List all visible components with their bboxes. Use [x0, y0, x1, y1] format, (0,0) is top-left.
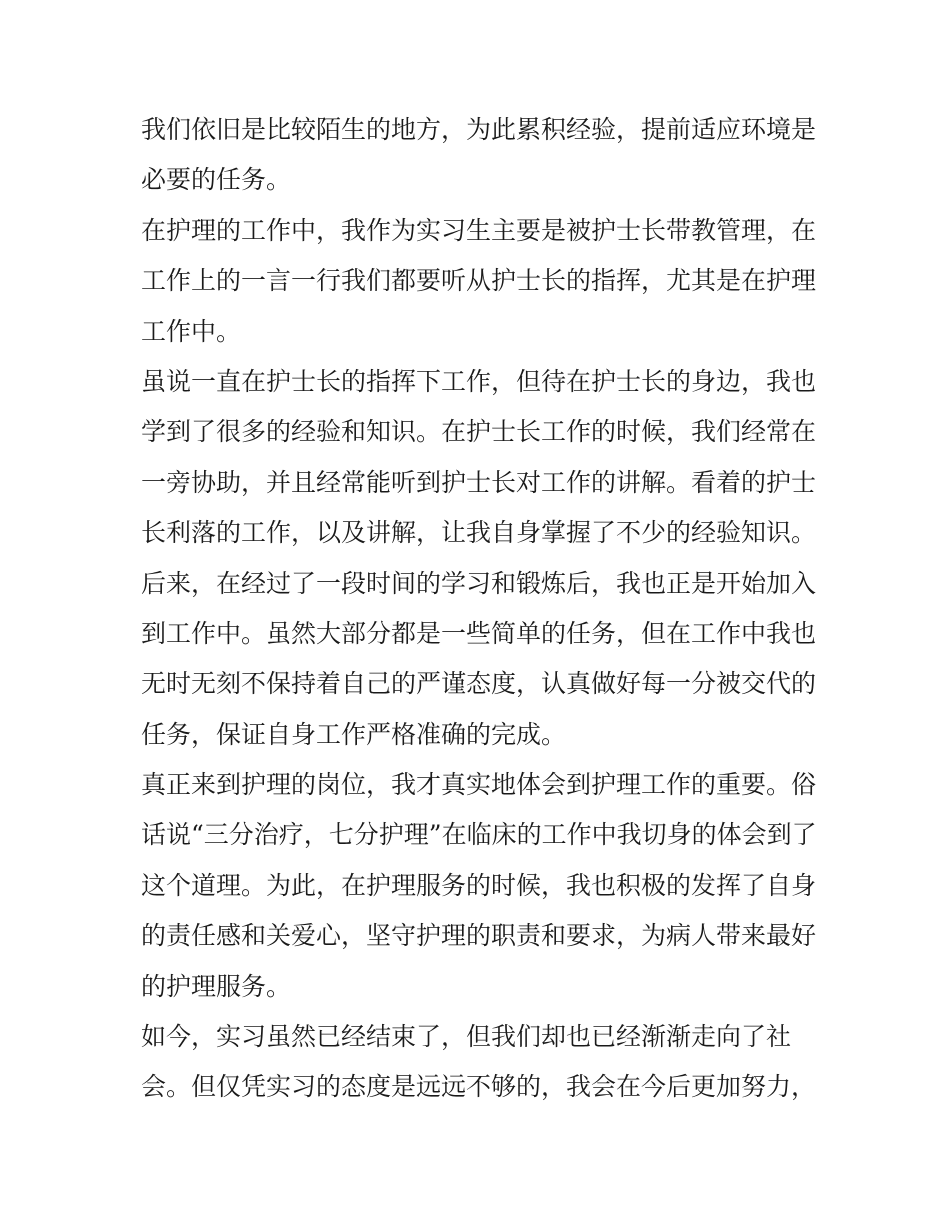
- text-line: 一旁协助，并且经常能听到护士长对工作的讲解。看着的护士: [141, 467, 817, 497]
- paragraph-3: [141, 357, 817, 559]
- text-line: 会。但仅凭实习的态度是远远不够的，我会在今后更加努力，: [141, 1072, 817, 1102]
- text-line: 工作中。: [141, 316, 242, 346]
- text-line: 在护理的工作中，我作为实习生主要是被护士长带教管理，在: [141, 215, 817, 245]
- text-line: 话说“三分治疗，七分护理”在临床的工作中我切身的体会到了: [141, 820, 817, 850]
- text-line: 虽说一直在护士长的指挥下工作，但待在护士长的身边，我也: [141, 366, 817, 396]
- text-line: 任务，保证自身工作严格准确的完成。: [141, 719, 567, 749]
- text-line: 必要的任务。: [141, 165, 292, 195]
- text-line: 如今，实习虽然已经结束了，但我们却也已经渐渐走向了社: [141, 1022, 792, 1052]
- text-line: 无时无刻不保持着自己的严谨态度，认真做好每一分被交代的: [141, 669, 817, 699]
- text-line: 这个道理。为此，在护理服务的时候，我也积极的发挥了自身: [141, 870, 817, 900]
- paragraph-2: [141, 206, 817, 357]
- text-line: 真正来到护理的岗位，我才真实地体会到护理工作的重要。俗: [141, 770, 817, 800]
- text-line: 后来，在经过了一段时间的学习和锻炼后，我也正是开始加入: [141, 568, 817, 598]
- text-line: 的责任感和关爱心，坚守护理的职责和要求，为病人带来最好: [141, 921, 817, 951]
- text-line: 的护理服务。: [141, 971, 292, 1001]
- paragraph-4: [141, 559, 817, 761]
- text-line: 学到了很多的经验和知识。在护士长工作的时候，我们经常在: [141, 417, 817, 447]
- text-line: 我们依旧是比较陌生的地方，为此累积经验，提前适应环境是: [141, 115, 817, 144]
- paragraph-6: [141, 1012, 817, 1113]
- text-line: 到工作中。虽然大部分都是一些简单的任务，但在工作中我也: [141, 618, 817, 648]
- text-line: 长利落的工作，以及讲解，让我自身掌握了不少的经验知识。: [141, 518, 817, 548]
- document-body: [141, 105, 817, 1113]
- paragraph-5: [141, 760, 817, 1012]
- paragraph-1: [141, 105, 817, 206]
- text-line: 工作上的一言一行我们都要听从护士长的指挥，尤其是在护理: [141, 266, 817, 296]
